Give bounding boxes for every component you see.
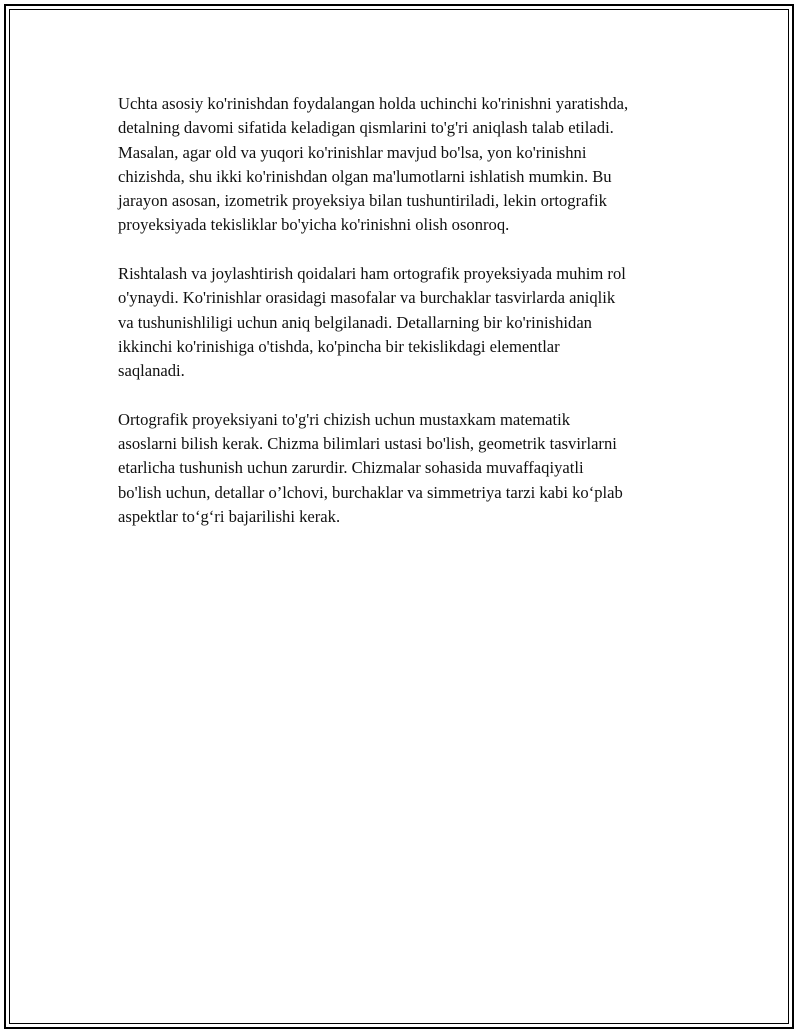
paragraph: Ortografik proyeksiyani to'g'ri chizish uchun mustaxkam matematik asoslarni bilish kerak. Chizma bilimlari ustasi bo'lish, geometrik tasvirlarni etarlicha tushunish uchun zarurdir. Chizmalar sohasida muvaffaqiyatli bo'lish uchun, detallar o’lchovi, burchaklar va simmetriya tarzi kabi ko‘plab aspektlar to‘g‘ri bajarilishi kerak. bbox=[118, 409, 623, 527]
paragraph: Rishtalash va joylashtirish qoidalari ham ortografik proyeksiyada muhim rol o'ynaydi. Ko'rinishlar orasidagi masofalar va burchaklar tasvirlarda aniqlik va tushunishliligi uchun aniq belgilanadi. Detallarning bir ko'rinishidan ikkinchi ko'rinishiga o'tishda, ko'pincha bir tekislikdagi elementlar saqlanadi. bbox=[118, 264, 626, 381]
document-body bbox=[118, 92, 698, 554]
paragraph: Uchta asosiy ko'rinishdan foydalangan holda uchinchi ko'rinishni yaratishda, detalning davomi sifatida keladigan qismlarini to'g'ri aniqlash talab etiladi. Masalan, agar old va yuqori ko'rinishlar mavjud bo'lsa, yon ko'rinishni chizishda, shu ikki ko'rinishdan olgan ma'lumotlarni ishlatish mumkin. Bu jarayon asosan, izometrik proyeksiya bilan tushuntiriladi, lekin ortografik proyeksiyada tekisliklar bo'yicha ko'rinishni olish osonroq. bbox=[118, 94, 629, 235]
